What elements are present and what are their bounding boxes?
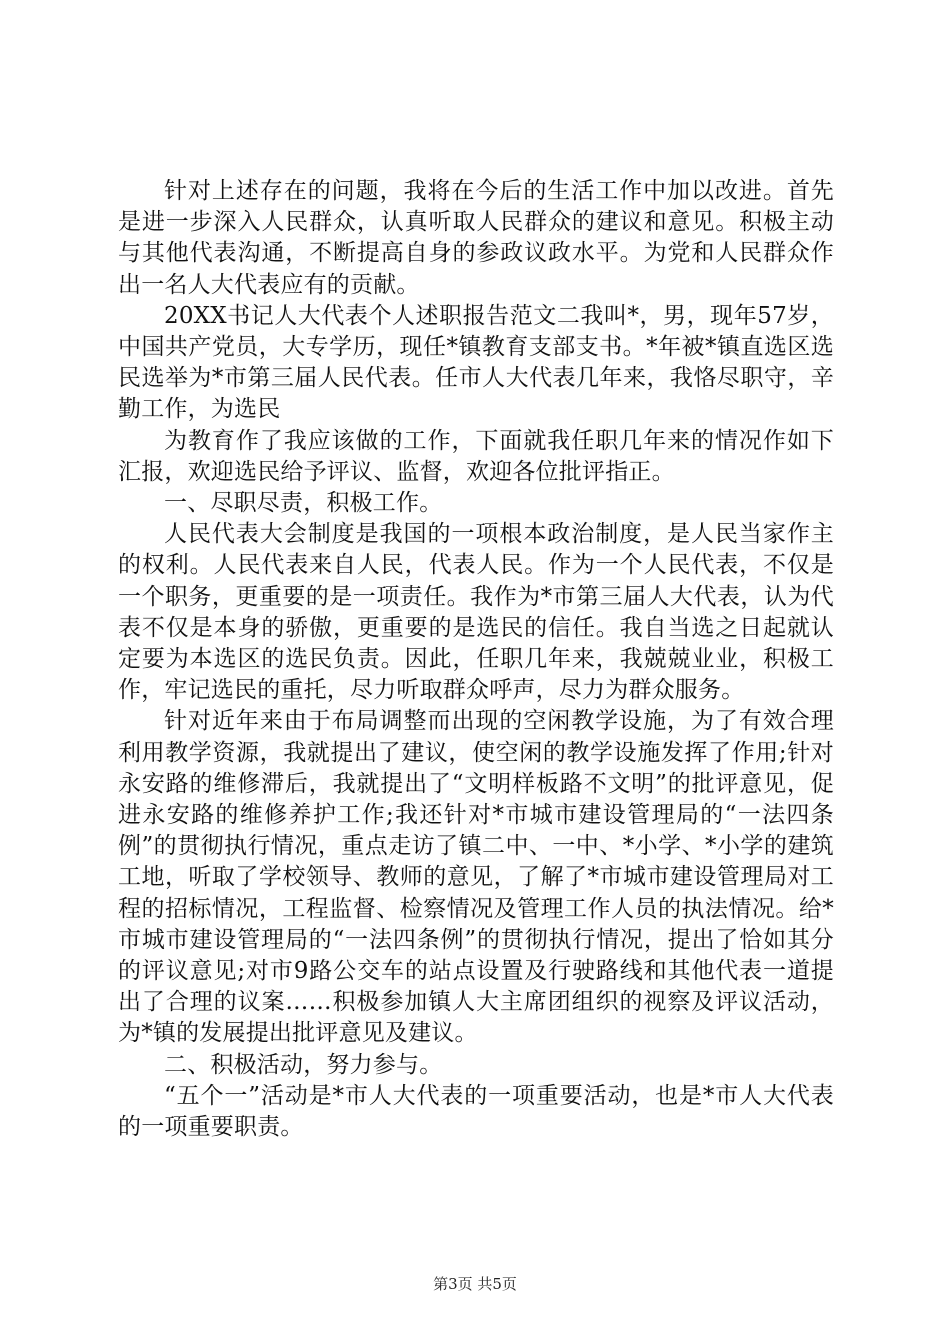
paragraph-improvement: 针对上述存在的问题，我将在今后的生活工作中加以改进。首先是进一步深入人民群众，认真听取人民群众的建议和意见。积极主动与其他代表沟通，不断提高自身的参政议政水平。为党和人民群众作出一名人大代表应有的贡献。	[118, 178, 834, 298]
section-heading-2: 二、积极活动，努力参与。	[164, 1051, 443, 1078]
page-number-footer: 第3页 共5页	[433, 1275, 517, 1293]
paragraph-report-intro: 为教育作了我应该做的工作，下面就我任职几年来的情况作如下汇报，欢迎选民给予评议、监督，欢迎各位批评指正。	[118, 427, 834, 485]
document-body	[118, 176, 834, 1143]
paragraph-congress-system: 人民代表大会制度是我国的一项根本政治制度，是人民当家作主的权利。人民代表来自人民，代表人民。作为一个人民代表，不仅是一个职务，更重要的是一项责任。我作为*市第三届人大代表，认为代表不仅是本身的骄傲，更重要的是选民的信任。我自当选之日起就认定要为本选区的选民负责。因此，任职几年来，我兢兢业业，积极工作，牢记选民的重托，尽力听取群众呼声，尽力为群众服务。	[118, 521, 834, 704]
paragraph-self-introduction: 20XX书记人大代表个人述职报告范文二我叫*，男，现年57岁，中国共产党员，大专学历，现任*镇教育支部支书。*年被*镇直选区选民选举为*市第三届人民代表。任市人大代表几年来，我恪尽职守，辛勤工作，为选民	[118, 302, 834, 423]
paragraph-five-ones: “五个一”活动是*市人大代表的一项重要活动，也是*市人大代表的一项重要职责。	[118, 1082, 834, 1141]
paragraph-suggestions: 针对近年来由于布局调整而出现的空闲教学设施，为了有效合理利用教学资源，我就提出了建议，使空闲的教学设施发挥了作用;针对永安路的维修滞后，我就提出了“文明样板路不文明”的批评意见，促进永安路的维修养护工作;我还针对*市城市建设管理局的“一法四条例”的贯彻执行情况，重点走访了镇二中、一中、*小学、*小学的建筑工地，听取了学校领导、教师的意见，了解了*市城市建设管理局对工程的招标情况，工程监督、检察情况及管理工作人员的执法情况。给*市城市建设管理局的“一法四条例”的贯彻执行情况，提出了恰如其分的评议意见;对市9路公交车的站点设置及行驶路线和其他代表一道提出了合理的议案……积极参加镇人大主席团组织的视察及评议活动，为*镇的发展提出批评意见及建议。	[118, 708, 834, 1047]
section-heading-1: 一、尽职尽责，积极工作。	[164, 490, 443, 517]
